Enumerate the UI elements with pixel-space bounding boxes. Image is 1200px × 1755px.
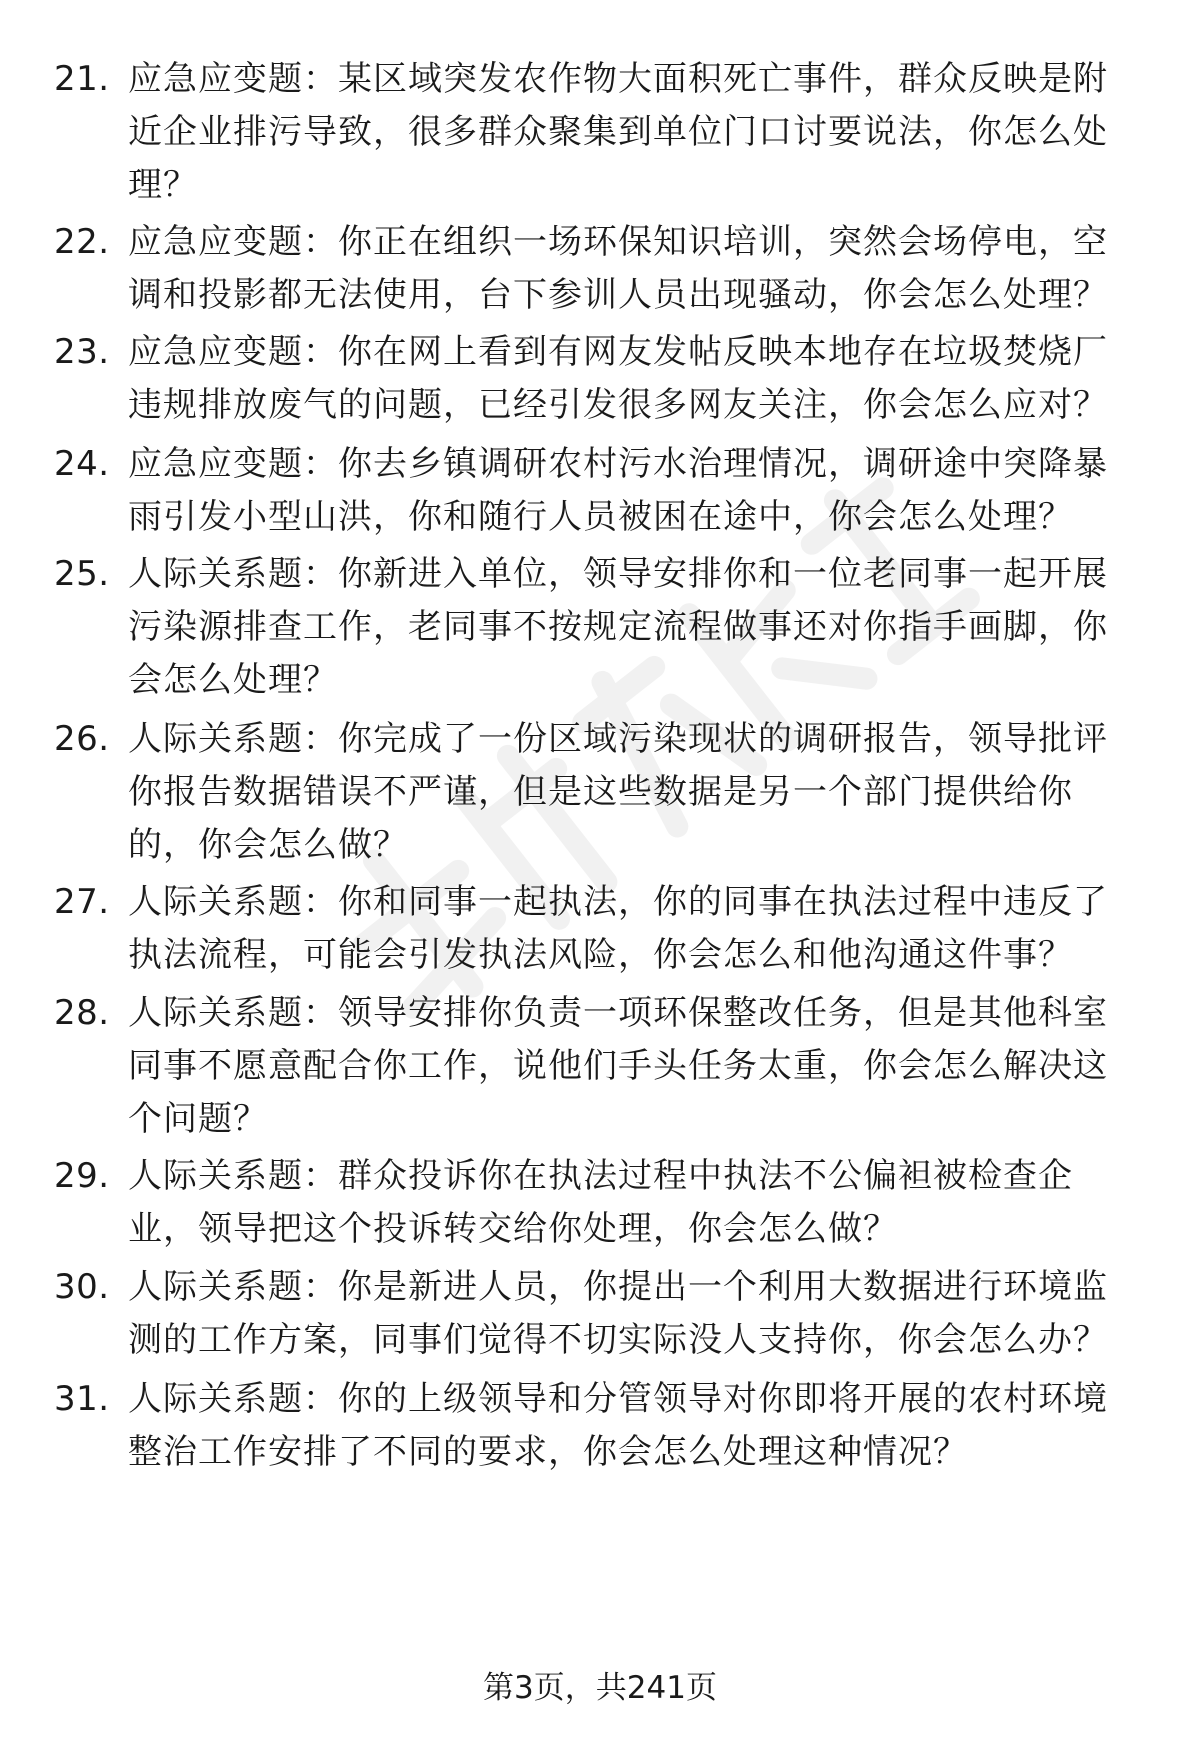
question-number: 22. [54,222,110,262]
question-number: 30. [54,1267,110,1307]
question-line: 会怎么处理？ [128,660,338,700]
question-text [128,1150,1200,1256]
question-text [128,1373,1200,1479]
question-number: 31. [54,1379,110,1419]
question-number: 26. [54,719,110,759]
question-text [128,548,1200,707]
question-line: 近企业排污导致，很多群众聚集到单位门口讨要说法，你怎么处 [128,112,1108,152]
question-number: 23. [54,332,110,372]
page-number-label: 第3页，共241页 [483,1670,717,1706]
question-line: 整治工作安排了不同的要求，你会怎么处理这种情况？ [128,1432,968,1472]
question-line: 应急应变题：你正在组织一场环保知识培训，突然会场停电，空 [128,222,1108,262]
question-line: 人际关系题：群众投诉你在执法过程中执法不公偏袒被检查企 [128,1156,1073,1196]
question-line: 人际关系题：你和同事一起执法，你的同事在执法过程中违反了 [128,882,1108,922]
question-line: 执法流程，可能会引发执法风险，你会怎么和他沟通这件事？ [128,935,1073,975]
question-number: 24. [54,444,110,484]
question-text [128,438,1200,544]
question-text [128,713,1200,872]
question-line: 人际关系题：你新进入单位，领导安排你和一位老同事一起开展 [128,554,1108,594]
question-line: 人际关系题：你完成了一份区域污染现状的调研报告，领导批评 [128,719,1108,759]
question-text [128,876,1200,982]
question-line: 你报告数据错误不严谨，但是这些数据是另一个部门提供给你 [128,772,1073,812]
question-number: 29. [54,1156,110,1196]
question-line: 应急应变题：某区域突发农作物大面积死亡事件，群众反映是附 [128,59,1108,99]
question-text [128,216,1200,322]
question-text [128,326,1200,432]
question-number: 25. [54,554,110,594]
question-line: 应急应变题：你在网上看到有网友发帖反映本地存在垃圾焚烧厂 [128,332,1108,372]
question-number: 27. [54,882,110,922]
question-line: 个问题？ [128,1099,268,1139]
question-line: 测的工作方案，同事们觉得不切实际没人支持你，你会怎么办？ [128,1320,1108,1360]
question-line: 的，你会怎么做？ [128,825,408,865]
question-line: 人际关系题：领导安排你负责一项环保整改任务，但是其他科室 [128,993,1108,1033]
question-number: 28. [54,993,110,1033]
question-text [128,987,1200,1146]
page-footer [0,1668,1200,1708]
question-line: 雨引发小型山洪，你和随行人员被困在途中，你会怎么处理？ [128,497,1073,537]
question-line: 人际关系题：你的上级领导和分管领导对你即将开展的农村环境 [128,1379,1108,1419]
question-line: 违规排放废气的问题，已经引发很多网友关注，你会怎么应对？ [128,385,1108,425]
question-number: 21. [54,59,110,99]
question-line: 理？ [128,165,198,205]
question-line: 污染源排查工作，老同事不按规定流程做事还对你指手画脚，你 [128,607,1108,647]
question-line: 业，领导把这个投诉转交给你处理，你会怎么做？ [128,1209,898,1249]
question-line: 调和投影都无法使用，台下参训人员出现骚动，你会怎么处理？ [128,275,1108,315]
question-line: 应急应变题：你去乡镇调研农村污水治理情况，调研途中突降暴 [128,444,1108,484]
question-text [128,53,1200,212]
question-text [128,1261,1200,1367]
question-line: 同事不愿意配合你工作，说他们手头任务太重，你会怎么解决这 [128,1046,1108,1086]
question-line: 人际关系题：你是新进人员，你提出一个利用大数据进行环境监 [128,1267,1108,1307]
